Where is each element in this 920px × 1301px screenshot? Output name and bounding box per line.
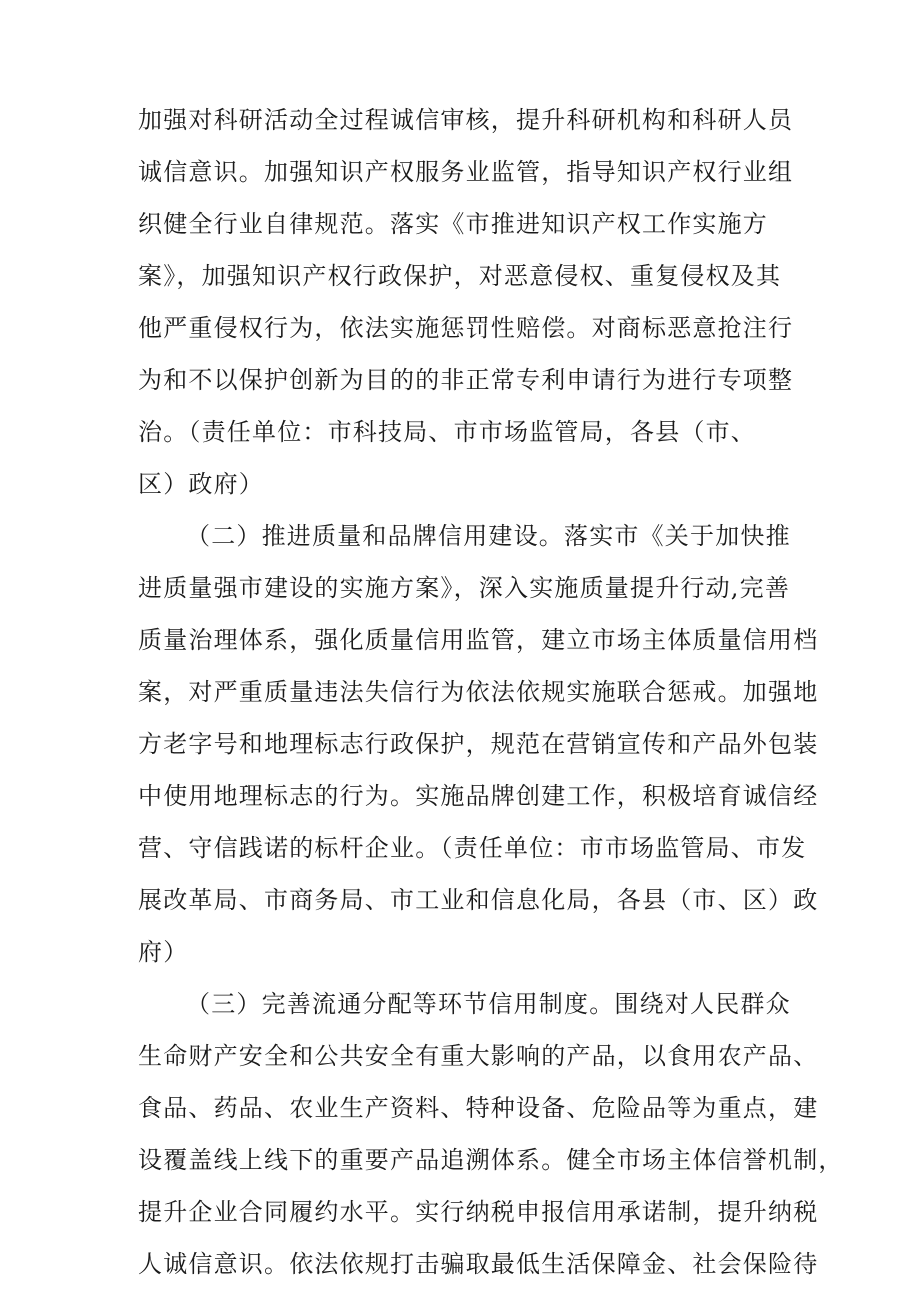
text-line: 为和不以保护创新为目的的非正常专利申请行为进行专项整 xyxy=(138,366,794,394)
text-line: 进质量强市建设的实施方案》，深入实施质量提升行动,完善 xyxy=(138,574,791,602)
text-line: 营、守信践诺的标杆企业。（责任单位：市市场监管局、市发 xyxy=(138,834,807,862)
text-line: 生命财产安全和公共安全有重大影响的产品，以食用农产品、 xyxy=(138,1042,819,1070)
text-line: 设覆盖线上线下的重要产品追溯体系。健全市场主体信誉机制， xyxy=(138,1146,844,1174)
text-line: 提升企业合同履约水平。实行纳税申报信用承诺制，提升纳税 xyxy=(138,1198,819,1226)
text-line: 人诚信意识。依法依规打击骗取最低生活保障金、社会保险待 xyxy=(138,1250,819,1278)
text-line: 区）政府） xyxy=(138,470,264,498)
text-line: 织健全行业自律规范。落实《市推进知识产权工作实施方 xyxy=(138,210,768,238)
text-line: 食品、药品、农业生产资料、特种设备、危险品等为重点，建 xyxy=(138,1094,819,1122)
text-line: 案，对严重质量违法失信行为依法依规实施联合惩戒。加强地 xyxy=(138,678,819,706)
section-heading-line: （二）推进质量和品牌信用建设。落实市《关于加快推 xyxy=(186,522,791,550)
text-line: 府） xyxy=(138,938,189,966)
text-line: 质量治理体系，强化质量信用监管，建立市场主体质量信用档 xyxy=(138,626,819,654)
text-line: 展改革局、市商务局、市工业和信息化局，各县（市、区）政 xyxy=(138,886,819,914)
text-line: 加强对科研活动全过程诚信审核，提升科研机构和科研人员 xyxy=(138,106,794,134)
text-line: 他严重侵权行为，依法实施惩罚性赔偿。对商标恶意抢注行 xyxy=(138,314,794,342)
text-line: 中使用地理标志的行为。实施品牌创建工作，积极培育诚信经 xyxy=(138,782,819,810)
text-line: 诚信意识。加强知识产权服务业监管，指导知识产权行业组 xyxy=(138,158,794,186)
text-line: 方老字号和地理标志行政保护，规范在营销宣传和产品外包装 xyxy=(138,730,819,758)
text-line: 治。（责任单位：市科技局、市市场监管局，各县（市、 xyxy=(138,418,756,446)
section-heading-line: （三）完善流通分配等环节信用制度。围绕对人民群众 xyxy=(186,990,791,1018)
text-line: 案》，加强知识产权行政保护，对恶意侵权、重复侵权及其 xyxy=(138,262,782,290)
